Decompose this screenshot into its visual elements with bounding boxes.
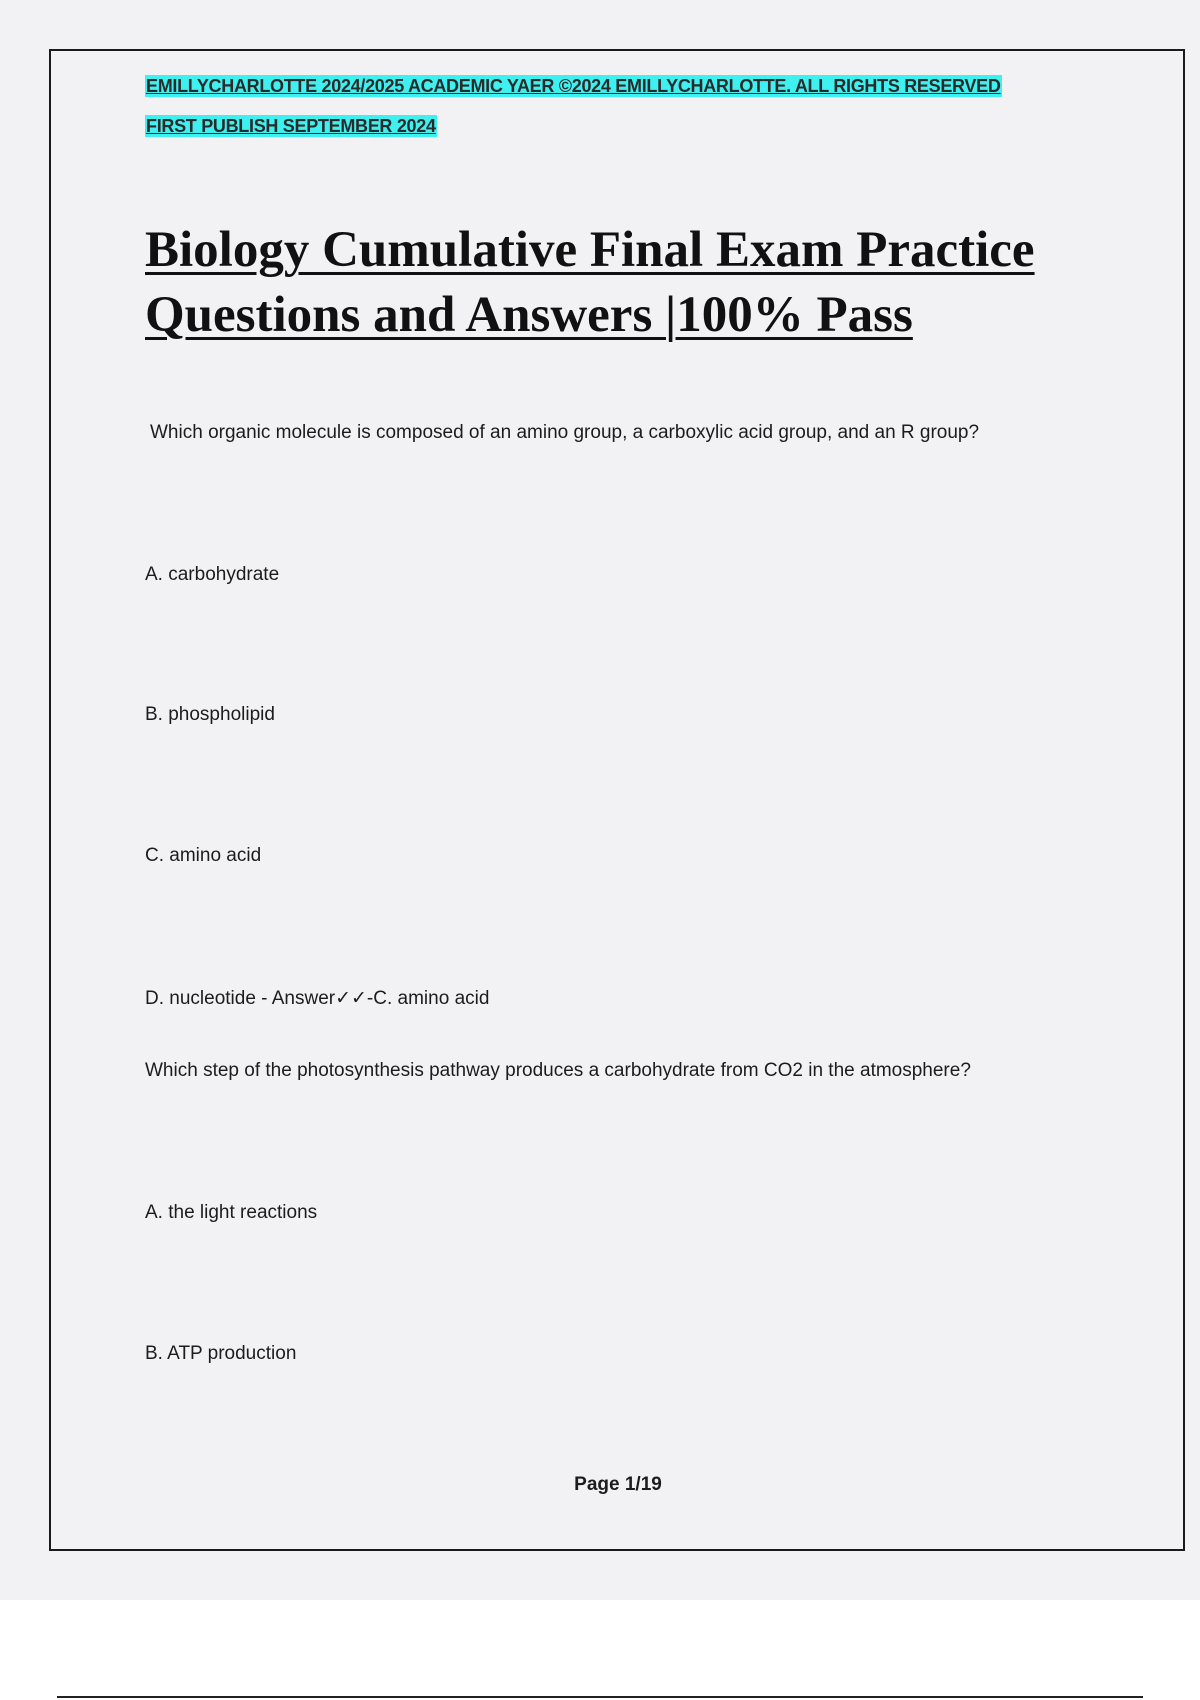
question-1-option-d-answer: D. nucleotide - Answer✓✓-C. amino acid (145, 988, 490, 1009)
publish-date-header: FIRST PUBLISH SEPTEMBER 2024 (146, 116, 436, 136)
question-1-option-b: B. phospholipid (145, 704, 275, 725)
question-2-option-a: A. the light reactions (145, 1202, 318, 1223)
page-number: Page 1/19 (574, 1474, 662, 1495)
question-1-option-a: A. carbohydrate (145, 564, 280, 585)
question-1-option-c: C. amino acid (145, 845, 262, 866)
question-2-option-b: B. ATP production (145, 1343, 297, 1364)
next-page-divider (57, 1696, 1143, 1698)
document-title: Biology Cumulative Final Exam Practice Questions and Answers |100% Pass (145, 222, 1035, 343)
question-2-text: Which step of the photosynthesis pathway produces a carbohydrate from CO2 in the atmosphere? (145, 1060, 971, 1081)
question-1-text: Which organic molecule is composed of an amino group, a carboxylic acid group, and an R group? (150, 422, 980, 443)
copyright-header: EMILLYCHARLOTTE 2024/2025 ACADEMIC YAER ©2024 EMILLYCHARLOTTE. ALL RIGHTS RESERVED (146, 76, 1001, 96)
